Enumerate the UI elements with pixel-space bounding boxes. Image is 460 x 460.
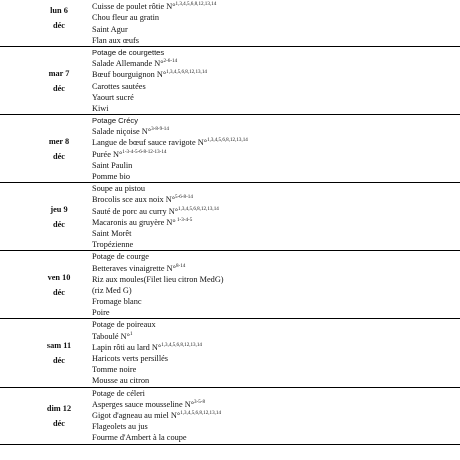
menu-item-name: Kiwi — [92, 103, 109, 113]
menu-item — [92, 12, 460, 23]
menu-item — [92, 421, 460, 432]
allergen-codes: 1 — [130, 330, 133, 337]
menu-item-name: Cuisse de poulet rôtie N° — [92, 2, 176, 12]
day-label — [28, 401, 90, 431]
menu-item-name: Fourme d'Ambert à la coupe — [92, 433, 187, 443]
menu-item — [92, 239, 460, 250]
meal-items — [92, 319, 460, 386]
menu-item-name: Potage de céleri — [92, 388, 145, 398]
day-block-2 — [0, 115, 460, 183]
menu-item — [92, 35, 460, 46]
allergen-codes: 3-5-8 — [194, 398, 206, 405]
meal-items — [92, 47, 460, 114]
menu-item-name: Saint Morêt — [92, 228, 132, 238]
menu-item-name: Potage de courgettes — [92, 47, 165, 57]
menu-item-name: Potage de courge — [92, 252, 149, 262]
menu-item — [92, 126, 460, 137]
menu-item — [92, 81, 460, 92]
menu-item-name: Riz aux moules(Filet lieu citron MedG) — [92, 274, 224, 284]
day-name: dim 12 — [46, 403, 72, 413]
menu-item — [92, 307, 460, 318]
menu-item — [92, 319, 460, 330]
allergen-codes: 1,3,4,5,6,8,12,13,14 — [166, 69, 207, 76]
menu-item — [92, 183, 460, 194]
menu-item-name: Salade niçoise N° — [92, 127, 152, 137]
day-month: déc — [53, 151, 65, 161]
day-month: déc — [53, 219, 65, 229]
menu-item — [92, 375, 460, 386]
allergen-codes: 1-3-4-5 — [175, 216, 193, 223]
menu-item-name: Brocolis sce aux noix N° — [92, 195, 176, 205]
allergen-codes: 3-8-9-14 — [151, 126, 169, 133]
menu-item — [92, 24, 460, 35]
meal-items — [92, 0, 460, 46]
menu-item — [92, 410, 460, 421]
menu-item-name: (riz Med G) — [92, 285, 132, 295]
menu-item-name: Betteraves vinaigrette N° — [92, 263, 176, 273]
meal-items — [92, 388, 460, 444]
menu-item — [92, 47, 460, 58]
meal-items — [92, 251, 460, 318]
menu-item — [92, 331, 460, 342]
day-block-1 — [0, 47, 460, 115]
menu-item-name: Flan aux œufs — [92, 35, 140, 45]
menu-item — [92, 92, 460, 103]
menu-item-name: Potage Crécy — [92, 116, 139, 126]
menu-item-name: Poire — [92, 308, 110, 318]
menu-item-name: Carottes sautées — [92, 81, 146, 91]
menu-item-name: Potage de poireaux — [92, 320, 156, 330]
menu-item — [92, 388, 460, 399]
menu-item-name: Macaronis au gruyère N° — [92, 217, 176, 227]
day-label — [28, 66, 90, 96]
day-label — [28, 3, 90, 33]
allergen-codes: 1,3,4,5,6,8,12,13,14 — [178, 205, 219, 212]
day-block-3 — [0, 183, 460, 251]
menu-item-name: Pomme bio — [92, 172, 131, 181]
menu-item — [92, 103, 460, 114]
menu-item — [92, 58, 460, 69]
day-month: déc — [53, 356, 65, 366]
menu-item — [92, 171, 460, 182]
menu-item-name: Saint Paulin — [92, 160, 133, 170]
menu-item — [92, 137, 460, 148]
day-block-5 — [0, 319, 460, 387]
menu-item — [92, 115, 460, 126]
menu-item-name: Fromage blanc — [92, 297, 142, 307]
day-label — [28, 202, 90, 232]
menu-item — [92, 353, 460, 364]
menu-item — [92, 285, 460, 296]
menu-item-name: Bœuf bourguignon N° — [92, 70, 167, 80]
day-month: déc — [53, 418, 65, 428]
allergen-codes: 1,3,4,5,6,8,12,13,14 — [180, 409, 221, 416]
menu-item — [92, 194, 460, 205]
menu-item — [92, 342, 460, 353]
allergen-codes: 1,3,4,5,6,8,12,13,14 — [175, 1, 217, 8]
allergen-codes: 1,3,4,5,6,8,12,13,14 — [207, 137, 248, 144]
menu-item — [92, 251, 460, 262]
allergen-codes: 8-14 — [175, 262, 186, 269]
menu-item-name: Asperges sauce mousseline N° — [92, 399, 195, 409]
menu-item-name: Yaourt sucré — [92, 92, 134, 102]
day-name: sam 11 — [46, 341, 72, 351]
menu-item — [92, 399, 460, 410]
menu-item — [92, 1, 460, 12]
menu-item-name: Soupe au pistou — [92, 184, 146, 194]
allergen-codes: 2-6-14 — [163, 58, 178, 65]
menu-item-name: Saint Agur — [92, 24, 128, 34]
day-name: mar 7 — [48, 68, 70, 78]
menu-item — [92, 228, 460, 239]
day-block-4 — [0, 251, 460, 319]
day-label — [28, 338, 90, 368]
menu-item-name: Purée N° — [92, 149, 123, 159]
menu-item — [92, 274, 460, 285]
allergen-codes: 1,3,4,5,6,8,12,13,14 — [161, 341, 202, 348]
day-block-6 — [0, 388, 460, 445]
day-month: déc — [53, 287, 65, 297]
day-label — [28, 270, 90, 300]
menu-item-name: Taboulé N° — [92, 331, 130, 341]
day-month: déc — [53, 83, 65, 93]
menu-item-name: Langue de bœuf sauce ravigote N° — [92, 138, 208, 148]
menu-item — [92, 296, 460, 307]
menu-item — [92, 263, 460, 274]
day-name: jeu 9 — [50, 204, 68, 214]
day-name: mer 8 — [48, 136, 70, 146]
allergen-codes: 5-6-8-14 — [175, 194, 193, 201]
menu-item-name: Chou fleur au gratin — [92, 13, 160, 23]
menu-item — [92, 206, 460, 217]
menu-item-name: Sauté de porc au curry N° — [92, 206, 179, 216]
menu-item-name: Lapin rôti au lard N° — [92, 342, 162, 352]
menu-item — [92, 149, 460, 160]
menu-item — [92, 69, 460, 80]
menu-item — [92, 160, 460, 171]
menu-item-name: Salade Allemande N° — [92, 59, 164, 69]
meal-items — [92, 115, 460, 182]
day-label — [28, 134, 90, 164]
day-block-0 — [0, 0, 460, 47]
allergen-codes: 1-3-4-5-6-8-12-13-14 — [122, 148, 167, 155]
menu-item — [92, 217, 460, 228]
day-month: déc — [53, 21, 65, 30]
menu-item-name: Mousse au citron — [92, 376, 150, 386]
menu-item — [92, 364, 460, 375]
menu-item-name: Tropézienne — [92, 240, 134, 250]
day-name: lun 6 — [50, 6, 68, 15]
menu-item-name: Flageolets au jus — [92, 422, 148, 432]
menu-item-name: Gigot d'agneau au miel N° — [92, 410, 181, 420]
menu-item — [92, 432, 460, 443]
menu-item-name: Tomme noire — [92, 365, 137, 375]
menu-item-name: Haricots verts persillés — [92, 354, 169, 363]
day-name: ven 10 — [47, 272, 71, 282]
meal-items — [92, 183, 460, 250]
